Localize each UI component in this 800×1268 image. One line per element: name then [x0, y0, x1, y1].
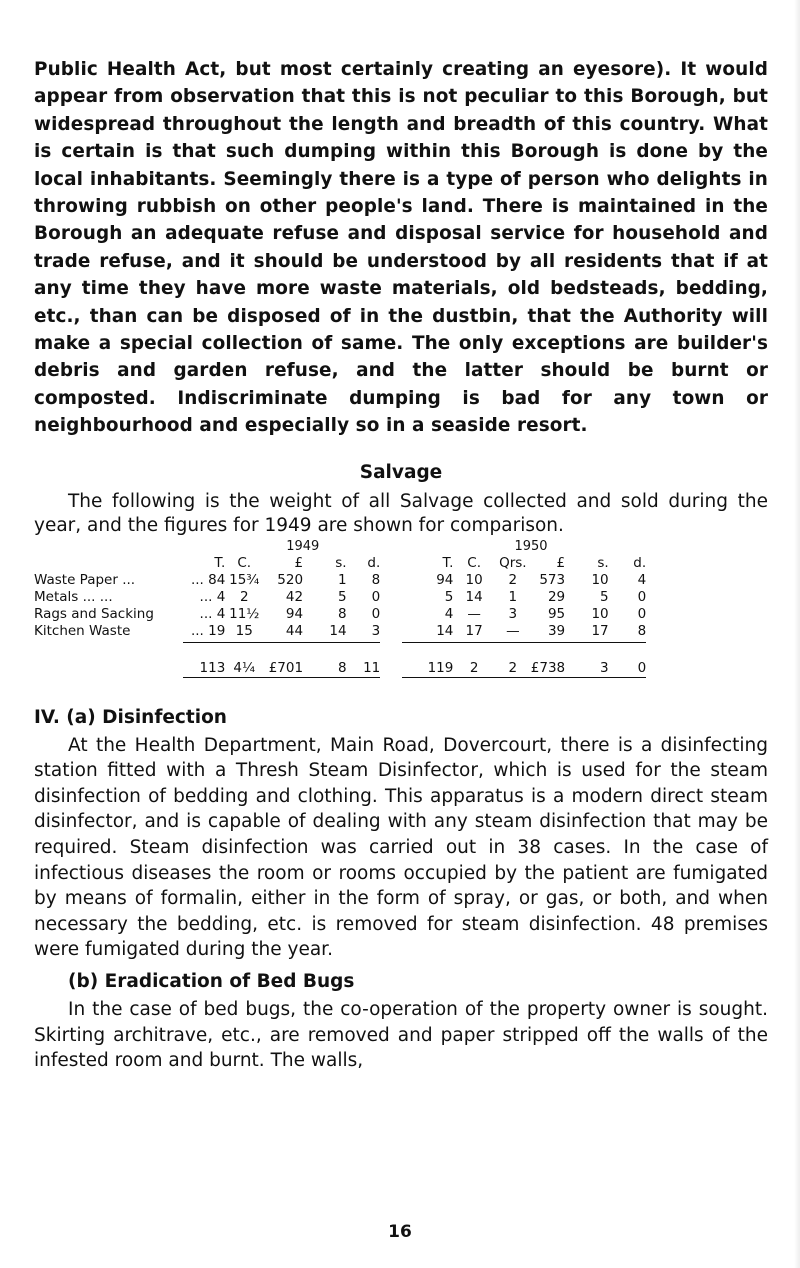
total-cell: 4¼: [233, 659, 256, 676]
cell: 2: [508, 571, 518, 588]
cell: 15¾: [229, 571, 260, 588]
row-label: Waste Paper ...: [34, 571, 136, 588]
salvage-table: [34, 538, 768, 695]
cell: 10: [591, 571, 609, 588]
opening-paragraph: Public Health Act, but most certainly creating an eyesore). It would appear from observation that this is not peculiar to this Borough, but widespread throughout the length and breadth of this country. What is certain is that such dumping within this Borough is done by the local inhabitants. Seemingly there is a type of person who delights in throwing rubbish on other people's land. There is maintained in the Borough an adequate refuse and disposal service for household and trade refuse, and it should be understood by all residents that if at any time they have more waste materials, old bedsteads, bedding, etc., than can be disposed of in the dustbin, that the Authority will make a special collection of same. The only exceptions are builder's debris and garden refuse, and the latter should be burnt or composted. Indiscriminate dumping is bad for any town or neighbourhood and especially so in a seaside resort.: [34, 59, 768, 437]
row-label: Metals ... ...: [34, 588, 113, 605]
cell: 3: [371, 622, 381, 639]
row-dots: ...: [199, 605, 213, 622]
cell: 14: [465, 588, 483, 605]
cell: 14: [329, 622, 347, 639]
cell: 14: [436, 622, 454, 639]
cell: 5: [337, 588, 347, 605]
cell: 0: [371, 588, 381, 605]
row-dots: ...: [190, 571, 204, 588]
table-row: [34, 589, 768, 606]
cell: 8: [371, 571, 381, 588]
column-header: £: [556, 554, 566, 571]
year-row: [34, 538, 768, 555]
table-row: [34, 623, 768, 640]
rule-row: [34, 677, 768, 695]
cell: 0: [371, 605, 381, 622]
cell: 17: [591, 622, 609, 639]
cell: 39: [547, 622, 566, 639]
column-header: T.: [442, 554, 454, 571]
cell: 10: [591, 605, 609, 622]
cell: 3: [508, 605, 518, 622]
cell: 573: [539, 571, 566, 588]
cell: 15: [235, 622, 253, 639]
cell: 0: [637, 605, 647, 622]
column-header: s.: [335, 554, 347, 571]
row-label: Rags and Sacking: [34, 605, 154, 622]
column-header: C.: [237, 554, 252, 571]
year-1949: 1949: [286, 538, 320, 554]
cell: 17: [465, 622, 483, 639]
column-header: d.: [633, 554, 647, 571]
bed-bugs-heading: (b) Eradication of Bed Bugs: [68, 971, 355, 993]
salvage-title: Salvage: [359, 461, 443, 483]
total-cell: 2: [469, 659, 479, 676]
bed-bugs-paragraph: In the case of bed bugs, the co-operation of the property owner is sought. Skirting architrave, etc., are removed and paper stripped off the walls of the infested room and burnt. The walls,: [34, 999, 768, 1072]
row-dots: ...: [190, 622, 204, 639]
cell: 84: [208, 571, 226, 588]
salvage-intro: The following is the weight of all Salvage collected and sold during the year, and the figures for 1949 are shown for comparison.: [34, 490, 768, 536]
cell: 0: [637, 588, 647, 605]
total-cell: £738: [530, 659, 566, 676]
cell: 8: [637, 622, 647, 639]
column-header: T.: [214, 554, 226, 571]
table-row: [34, 572, 768, 589]
cell: 11½: [229, 605, 260, 622]
cell: 5: [600, 588, 609, 605]
total-cell: 113: [199, 659, 226, 676]
cell: 520: [277, 571, 304, 588]
cell: 95: [547, 605, 566, 622]
total-cell: £701: [268, 659, 304, 676]
table-row: [34, 606, 768, 623]
cell: 1: [508, 588, 518, 605]
year-1950: 1950: [514, 538, 548, 554]
cell: 4: [216, 605, 226, 622]
cell: 94: [436, 571, 454, 588]
cell: 10: [465, 571, 483, 588]
column-header: C.: [467, 554, 481, 571]
rule-row: [34, 642, 768, 660]
total-cell: 8: [337, 659, 347, 676]
cell: 4: [444, 605, 454, 622]
column-header: s.: [597, 554, 609, 571]
cell: 19: [208, 622, 226, 639]
total-cell: 11: [363, 659, 381, 676]
cell: 8: [337, 605, 347, 622]
disinfection-heading: IV. (a) Disinfection: [34, 706, 227, 728]
page-number: 16: [388, 1222, 412, 1242]
row-label: Kitchen Waste: [34, 622, 131, 639]
cell: 5: [444, 588, 454, 605]
page-edge-shadow: [794, 0, 800, 1268]
total-cell: 3: [600, 659, 609, 676]
total-cell: 119: [427, 659, 454, 676]
cell: 94: [285, 605, 304, 622]
column-header: Qrs.: [499, 554, 527, 571]
cell: 2: [239, 588, 249, 605]
totals-row: [34, 660, 768, 678]
column-header: d.: [367, 554, 381, 571]
document-page: [34, 56, 768, 1074]
column-header-row: [34, 555, 768, 572]
disinfection-paragraph: At the Health Department, Main Road, Dovercourt, there is a disinfecting station fitted with a Thresh Steam Disinfector, which is used for the steam disinfection of bedding and clothing. This apparatus is a modern direct steam disinfector, and is capable of dealing with any steam disinfection that may be required. Steam disinfection was carried out in 38 cases. In the case of infectious diseases the room or rooms occupied by the patient are fumigated by means of formalin, either in the form of spray, or gas, or both, and when necessary the bedding, etc. is removed for steam disinfection. 48 premises were fumigated during the year.: [34, 734, 768, 961]
column-header: £: [294, 554, 304, 571]
row-dots: ...: [199, 588, 213, 605]
total-cell: 0: [637, 659, 647, 676]
cell: —: [467, 605, 481, 622]
cell: 1: [337, 571, 347, 588]
total-cell: 2: [508, 659, 518, 676]
cell: 4: [216, 588, 226, 605]
cell: 29: [547, 588, 566, 605]
cell: 42: [285, 588, 304, 605]
cell: —: [506, 622, 520, 639]
cell: 44: [285, 622, 304, 639]
cell: 4: [637, 571, 647, 588]
